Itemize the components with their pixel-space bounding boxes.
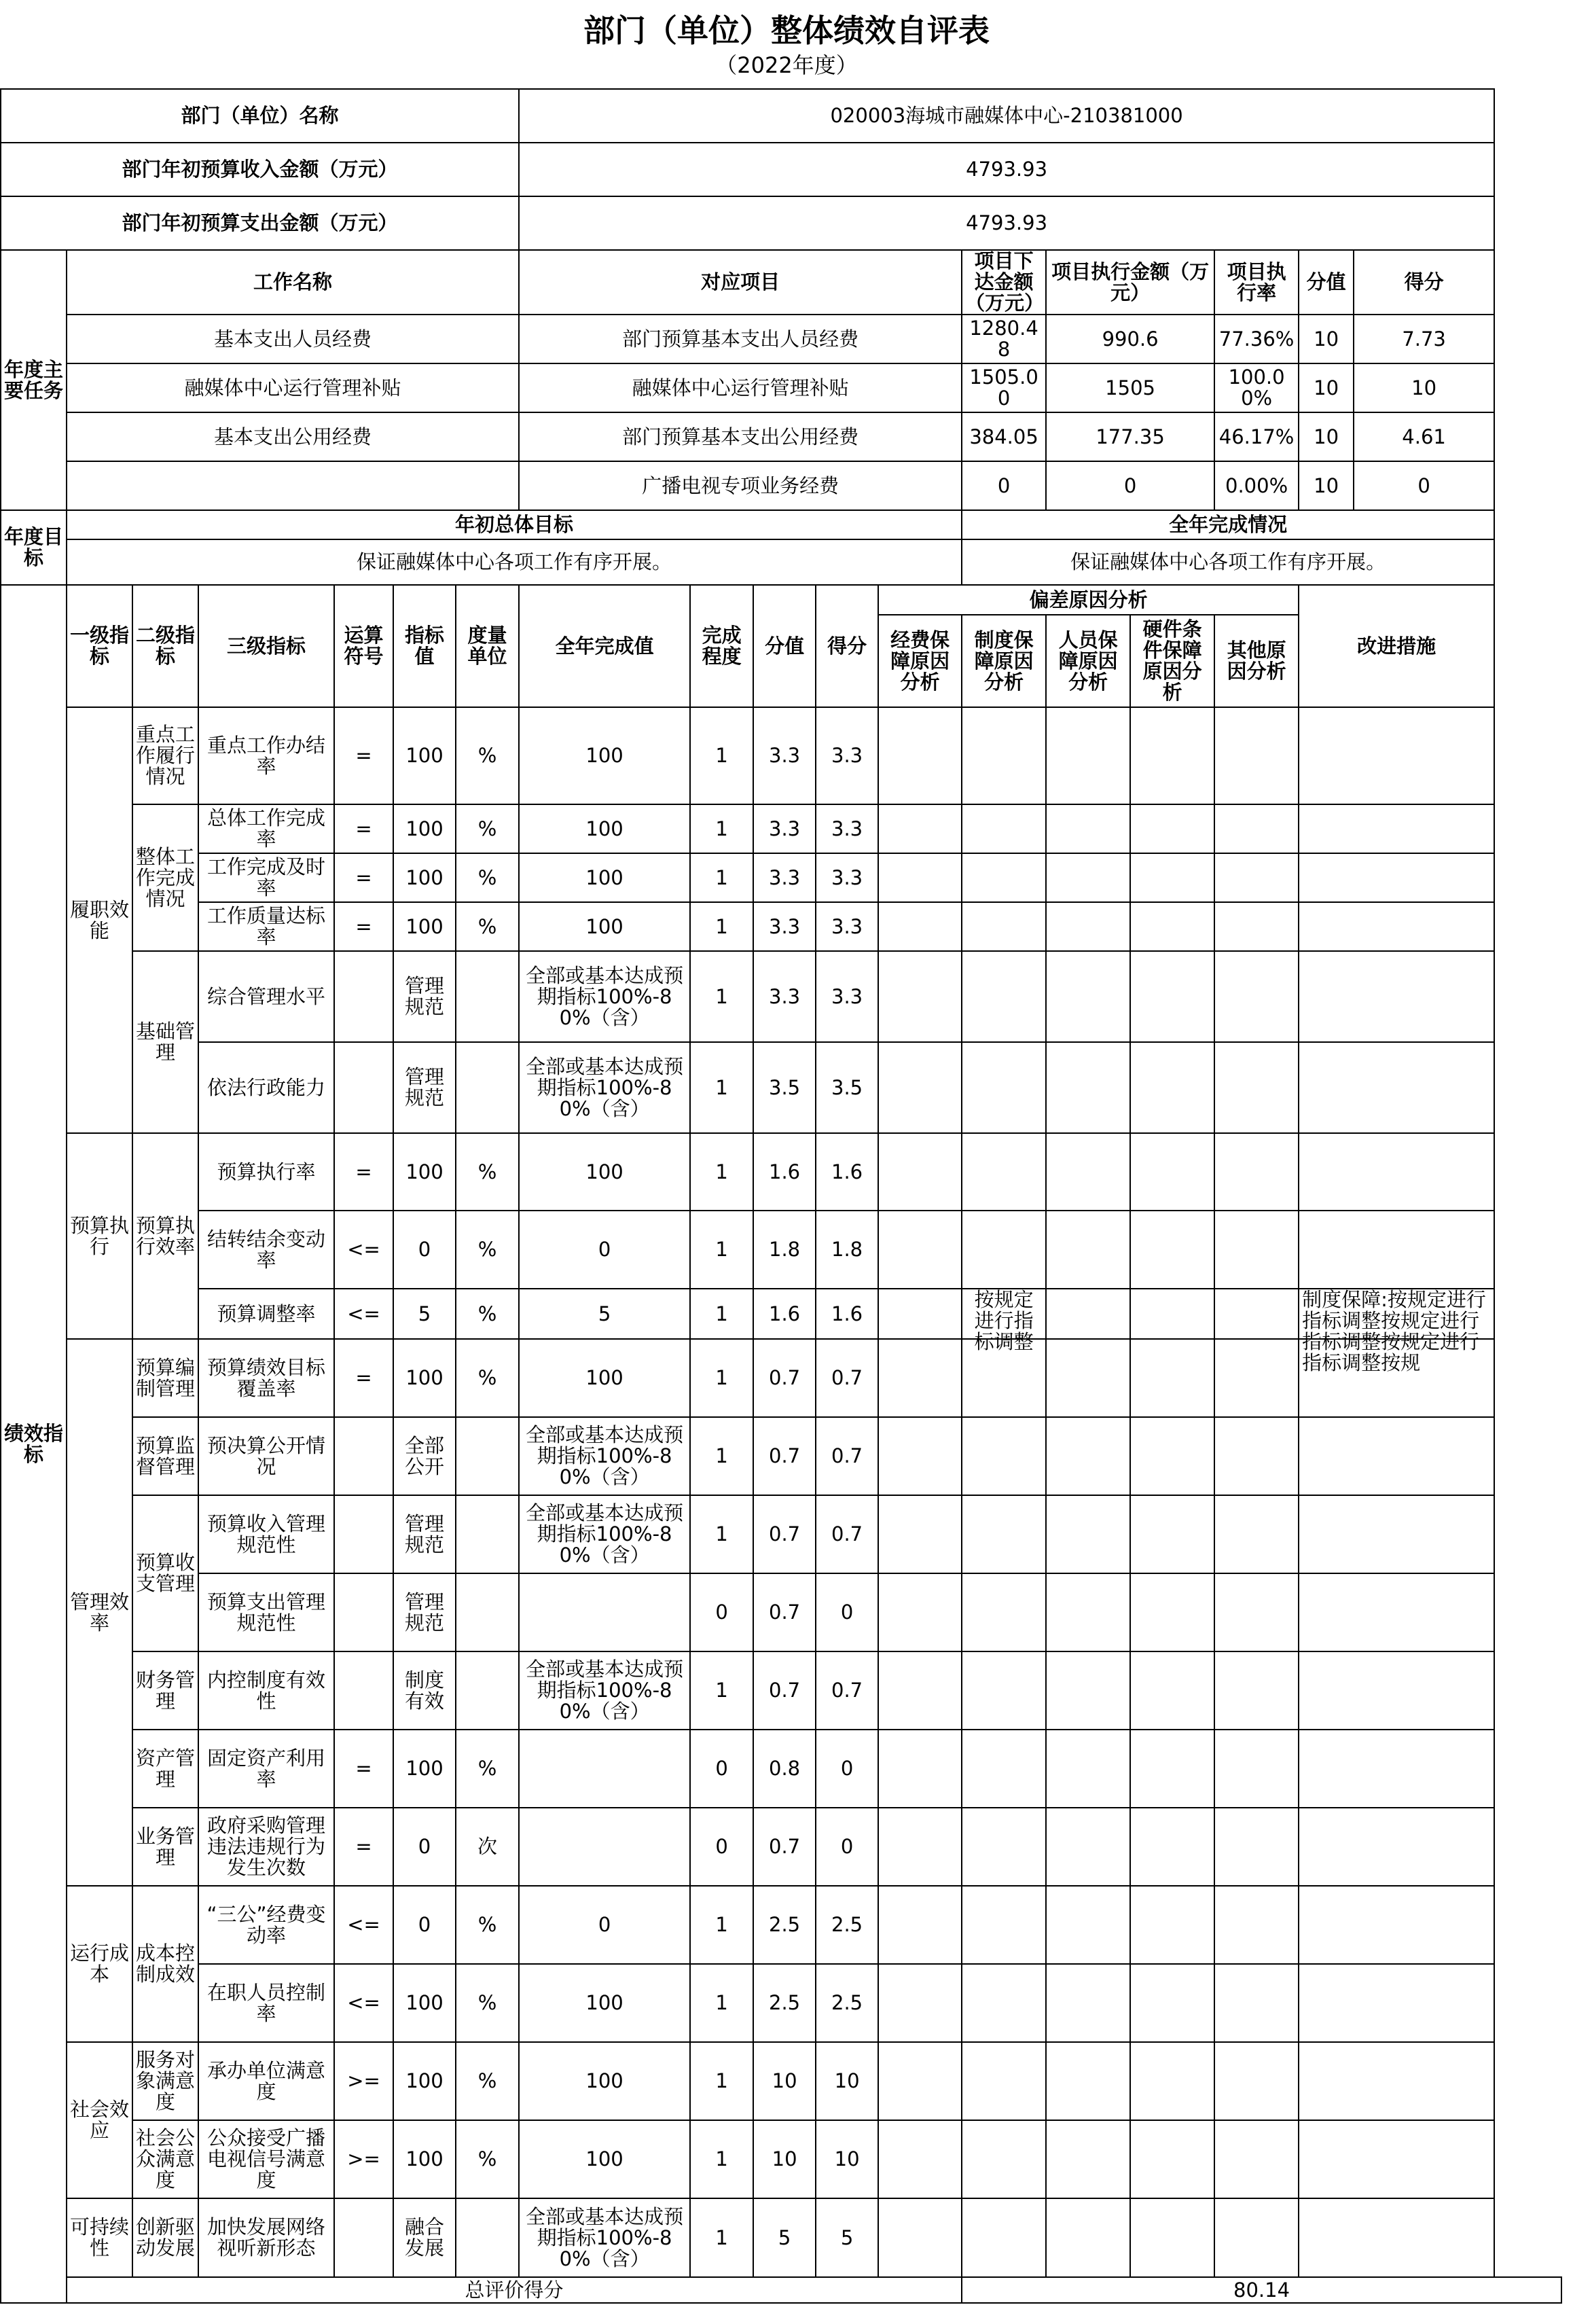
indicator-row [1, 902, 1561, 951]
task-max: 10 [1299, 412, 1354, 461]
indicator-name: 内控制度有效性 [198, 1651, 334, 1730]
indicator-actual: 全部或基本达成预期指标100%-80%（含） [519, 1042, 690, 1133]
perf-section-label: 绩效指标 [1, 585, 67, 2303]
indicator-max: 5 [753, 2198, 816, 2277]
indicator-actual: 100 [519, 902, 690, 951]
indicator-degree: 1 [690, 853, 753, 902]
dev-col-system: 制度保障原因分析 [962, 615, 1046, 707]
indicator-row [1, 804, 1561, 853]
task-score: 10 [1354, 363, 1494, 412]
indicator-score: 1.6 [816, 1289, 878, 1339]
perf-col-actual: 全年完成值 [519, 585, 690, 707]
task-executed: 177.35 [1046, 412, 1214, 461]
dept-name-row [1, 89, 1561, 143]
indicator-degree: 1 [690, 902, 753, 951]
indicator-unit: % [456, 2120, 519, 2198]
indicator-unit: % [456, 1886, 519, 1964]
indicator-target: 0 [393, 1886, 456, 1964]
subgroup-label: 创新驱动发展 [132, 2198, 198, 2277]
indicator-score: 0 [816, 1730, 878, 1808]
tasks-section-label: 年度主要任务 [1, 250, 67, 510]
task-rate: 77.36% [1214, 315, 1299, 363]
indicator-score: 0.7 [816, 1651, 878, 1730]
indicator-row [1, 2120, 1561, 2198]
indicator-name: 公众接受广播电视信号满意度 [198, 2120, 334, 2198]
indicator-actual: 100 [519, 707, 690, 804]
indicator-op: >= [334, 2042, 393, 2120]
indicator-name: “三公”经费变动率 [198, 1886, 334, 1964]
task-name: 基本支出人员经费 [67, 315, 519, 363]
indicator-name: 总体工作完成率 [198, 804, 334, 853]
indicator-row [1, 2042, 1561, 2120]
improvement-note: 制度保障:按规定进行指标调整按规定进行指标调整按规定进行指标调整按规 [1302, 1288, 1486, 1374]
income-value: 4793.93 [519, 143, 1494, 196]
dept-name-label: 部门（单位）名称 [1, 89, 519, 143]
subgroup-label: 财务管理 [132, 1651, 198, 1730]
indicator-max: 3.3 [753, 951, 816, 1042]
indicator-max: 0.7 [753, 1808, 816, 1886]
indicator-name: 预算调整率 [198, 1289, 334, 1339]
task-score: 0 [1354, 461, 1494, 510]
expense-row [1, 196, 1561, 250]
indicator-score: 10 [816, 2042, 878, 2120]
indicator-actual: 全部或基本达成预期指标100%-80%（含） [519, 1495, 690, 1573]
indicator-degree: 1 [690, 1417, 753, 1495]
indicator-score: 2.5 [816, 1886, 878, 1964]
indicator-degree: 1 [690, 1211, 753, 1289]
perf-col-degree: 完成程度 [690, 585, 753, 707]
task-project: 广播电视专项业务经费 [519, 461, 962, 510]
indicator-max: 0.7 [753, 1339, 816, 1417]
task-rate: 46.17% [1214, 412, 1299, 461]
indicator-actual: 全部或基本达成预期指标100%-80%（含） [519, 951, 690, 1042]
task-col-executed: 项目执行金额（万元） [1046, 250, 1214, 315]
task-executed: 0 [1046, 461, 1214, 510]
indicator-op [334, 2198, 393, 2277]
group-label: 履职效能 [67, 707, 132, 1133]
indicator-score: 0.7 [816, 1417, 878, 1495]
task-executed: 990.6 [1046, 315, 1214, 363]
indicator-degree: 1 [690, 707, 753, 804]
subgroup-label: 预算收支管理 [132, 1495, 198, 1651]
subgroup-label: 重点工作履行情况 [132, 707, 198, 804]
perf-col-l3: 三级指标 [198, 585, 334, 707]
perf-header-row-1 [1, 585, 1561, 615]
perf-col-max: 分值 [753, 585, 816, 707]
indicator-name: 结转结余变动率 [198, 1211, 334, 1289]
indicator-score: 0.7 [816, 1495, 878, 1573]
task-project: 部门预算基本支出人员经费 [519, 315, 962, 363]
indicator-score: 3.3 [816, 853, 878, 902]
indicator-unit: % [456, 1133, 519, 1211]
indicator-name: 在职人员控制率 [198, 1964, 334, 2042]
indicator-degree: 1 [690, 1133, 753, 1211]
total-value: 80.14 [962, 2277, 1561, 2303]
indicator-actual: 100 [519, 853, 690, 902]
group-label: 运行成本 [67, 1886, 132, 2042]
indicator-name: 工作质量达标率 [198, 902, 334, 951]
indicator-actual: 0 [519, 1886, 690, 1964]
indicator-target: 5 [393, 1289, 456, 1339]
indicator-target: 100 [393, 1133, 456, 1211]
goal-section-label: 年度目标 [1, 510, 67, 585]
indicator-max: 3.3 [753, 902, 816, 951]
indicator-target: 100 [393, 1730, 456, 1808]
task-max: 10 [1299, 461, 1354, 510]
indicator-unit: % [456, 804, 519, 853]
indicator-row [1, 1573, 1561, 1651]
indicator-target: 管理规范 [393, 1573, 456, 1651]
indicator-degree: 1 [690, 1495, 753, 1573]
indicator-name: 政府采购管理违法违规行为发生次数 [198, 1808, 334, 1886]
goal-completion-header: 全年完成情况 [962, 510, 1494, 539]
indicator-max: 3.3 [753, 853, 816, 902]
indicator-score: 5 [816, 2198, 878, 2277]
indicator-name: 工作完成及时率 [198, 853, 334, 902]
indicator-score: 0 [816, 1808, 878, 1886]
indicator-score: 1.6 [816, 1133, 878, 1211]
indicator-op: <= [334, 1964, 393, 2042]
subgroup-label: 预算监督管理 [132, 1417, 198, 1495]
task-row [1, 363, 1561, 412]
indicator-actual: 100 [519, 2042, 690, 2120]
indicator-score: 3.3 [816, 707, 878, 804]
indicator-target: 100 [393, 2042, 456, 2120]
indicator-op [334, 1417, 393, 1495]
indicator-target: 管理规范 [393, 1042, 456, 1133]
subgroup-label: 社会公众满意度 [132, 2120, 198, 2198]
task-name [67, 461, 519, 510]
indicator-unit [456, 1651, 519, 1730]
indicator-target: 100 [393, 1964, 456, 2042]
indicator-degree: 1 [690, 1042, 753, 1133]
task-col-name: 工作名称 [67, 250, 519, 315]
indicator-target: 管理规范 [393, 1495, 456, 1573]
goal-initial-header: 年初总体目标 [67, 510, 962, 539]
indicator-unit: % [456, 853, 519, 902]
income-label: 部门年初预算收入金额（万元） [1, 143, 519, 196]
expense-label: 部门年初预算支出金额（万元） [1, 196, 519, 250]
indicator-row [1, 1808, 1561, 1886]
task-rate: 0.00% [1214, 461, 1299, 510]
indicator-score: 10 [816, 2120, 878, 2198]
indicator-degree: 1 [690, 2198, 753, 2277]
perf-col-improve: 改进措施 [1299, 585, 1494, 707]
perf-col-op: 运算符号 [334, 585, 393, 707]
indicator-max: 0.7 [753, 1573, 816, 1651]
indicator-name: 重点工作办结率 [198, 707, 334, 804]
indicator-row [1, 1886, 1561, 1964]
indicator-target: 管理规范 [393, 951, 456, 1042]
dev-col-funding: 经费保障原因分析 [878, 615, 962, 707]
indicator-name: 预算执行率 [198, 1133, 334, 1211]
indicator-target: 0 [393, 1211, 456, 1289]
indicator-degree: 1 [690, 1289, 753, 1339]
subgroup-label: 基础管理 [132, 951, 198, 1133]
perf-col-score: 得分 [816, 585, 878, 707]
indicator-name: 预算收入管理规范性 [198, 1495, 334, 1573]
indicator-unit: % [456, 2042, 519, 2120]
subgroup-label: 整体工作完成情况 [132, 804, 198, 951]
goal-header-row [1, 510, 1561, 539]
indicator-score: 3.3 [816, 902, 878, 951]
subgroup-label: 成本控制成效 [132, 1886, 198, 2042]
dev-col-other: 其他原因分析 [1214, 615, 1299, 707]
indicator-name: 依法行政能力 [198, 1042, 334, 1133]
task-col-max: 分值 [1299, 250, 1354, 315]
indicator-unit: % [456, 1339, 519, 1417]
indicator-target: 100 [393, 853, 456, 902]
task-name: 基本支出公用经费 [67, 412, 519, 461]
group-label: 可持续性 [67, 2198, 132, 2277]
task-name: 融媒体中心运行管理补贴 [67, 363, 519, 412]
indicator-target: 融合发展 [393, 2198, 456, 2277]
indicator-name: 承办单位满意度 [198, 2042, 334, 2120]
indicator-unit [456, 2198, 519, 2277]
task-row [1, 315, 1561, 363]
indicator-op [334, 1573, 393, 1651]
indicator-target: 100 [393, 707, 456, 804]
goal-initial-text: 保证融媒体中心各项工作有序开展。 [67, 539, 962, 585]
indicator-actual: 全部或基本达成预期指标100%-80%（含） [519, 1417, 690, 1495]
perf-col-l2: 二级指标 [132, 585, 198, 707]
indicator-row [1, 1495, 1561, 1573]
group-label: 管理效率 [67, 1339, 132, 1886]
indicator-op: = [334, 804, 393, 853]
indicator-target: 100 [393, 804, 456, 853]
indicator-actual: 全部或基本达成预期指标100%-80%（含） [519, 1651, 690, 1730]
indicator-row [1, 1417, 1561, 1495]
subgroup-label: 服务对象满意度 [132, 2042, 198, 2120]
task-project: 部门预算基本支出公用经费 [519, 412, 962, 461]
indicator-op: = [334, 1730, 393, 1808]
indicator-unit [456, 1573, 519, 1651]
indicator-actual: 100 [519, 804, 690, 853]
task-max: 10 [1299, 363, 1354, 412]
indicator-unit: % [456, 707, 519, 804]
indicator-actual: 0 [519, 1211, 690, 1289]
group-label: 预算执行 [67, 1133, 132, 1339]
indicator-target: 100 [393, 1339, 456, 1417]
indicator-actual: 全部或基本达成预期指标100%-80%（含） [519, 2198, 690, 2277]
indicator-op [334, 1042, 393, 1133]
indicator-unit: % [456, 1730, 519, 1808]
indicator-unit: % [456, 1289, 519, 1339]
indicator-max: 0.7 [753, 1495, 816, 1573]
indicator-actual: 100 [519, 1339, 690, 1417]
indicator-degree: 1 [690, 804, 753, 853]
task-col-budget: 项目下达金额（万元） [962, 250, 1046, 315]
indicator-row [1, 1651, 1561, 1730]
indicator-score: 3.3 [816, 951, 878, 1042]
task-row [1, 412, 1561, 461]
indicator-score: 3.3 [816, 804, 878, 853]
indicator-row [1, 1730, 1561, 1808]
indicator-op: >= [334, 2120, 393, 2198]
indicator-degree: 1 [690, 1339, 753, 1417]
task-project: 融媒体中心运行管理补贴 [519, 363, 962, 412]
indicator-degree: 0 [690, 1730, 753, 1808]
indicator-op: = [334, 902, 393, 951]
indicator-actual: 100 [519, 2120, 690, 2198]
indicator-degree: 1 [690, 1651, 753, 1730]
indicator-op [334, 951, 393, 1042]
goal-completion-text: 保证融媒体中心各项工作有序开展。 [962, 539, 1494, 585]
perf-col-unit: 度量单位 [456, 585, 519, 707]
indicator-unit: % [456, 1211, 519, 1289]
indicator-op [334, 1495, 393, 1573]
indicator-degree: 1 [690, 951, 753, 1042]
indicator-max: 2.5 [753, 1886, 816, 1964]
indicator-row [1, 951, 1561, 1042]
indicator-target: 全部公开 [393, 1417, 456, 1495]
task-budget: 1280.48 [962, 315, 1046, 363]
indicator-degree: 1 [690, 1886, 753, 1964]
indicator-row [1, 1964, 1561, 2042]
indicator-max: 1.6 [753, 1133, 816, 1211]
indicator-op: <= [334, 1211, 393, 1289]
perf-col-deviation: 偏差原因分析 [878, 585, 1299, 615]
indicator-row [1, 1133, 1561, 1211]
indicator-max: 2.5 [753, 1964, 816, 2042]
dev-col-staff: 人员保障原因分析 [1046, 615, 1130, 707]
task-row [1, 461, 1561, 510]
indicator-target: 0 [393, 1808, 456, 1886]
expense-value: 4793.93 [519, 196, 1494, 250]
indicator-score: 2.5 [816, 1964, 878, 2042]
system-deviation-note: 按规定进行指标调整 [974, 1288, 1034, 1353]
perf-col-l1: 一级指标 [67, 585, 132, 707]
task-max: 10 [1299, 315, 1354, 363]
indicator-degree: 1 [690, 2042, 753, 2120]
indicator-degree: 0 [690, 1573, 753, 1651]
indicator-unit [456, 1042, 519, 1133]
indicator-unit [456, 951, 519, 1042]
indicator-row [1, 1289, 1561, 1339]
indicator-unit [456, 1495, 519, 1573]
indicator-max: 3.5 [753, 1042, 816, 1133]
indicator-op: <= [334, 1289, 393, 1339]
perf-col-target: 指标值 [393, 585, 456, 707]
indicator-op [334, 1651, 393, 1730]
indicator-target: 100 [393, 2120, 456, 2198]
subgroup-label: 资产管理 [132, 1730, 198, 1808]
indicator-degree: 0 [690, 1808, 753, 1886]
indicator-max: 3.3 [753, 707, 816, 804]
goal-text-row [1, 539, 1561, 585]
indicator-unit [456, 1417, 519, 1495]
indicator-score: 1.8 [816, 1211, 878, 1289]
total-label: 总评价得分 [67, 2277, 962, 2303]
indicator-actual [519, 1573, 690, 1651]
indicator-name: 预算支出管理规范性 [198, 1573, 334, 1651]
sheet-title: 部门（单位）整体绩效自评表 [583, 12, 990, 49]
task-budget: 1505.00 [962, 363, 1046, 412]
indicator-max: 1.6 [753, 1289, 816, 1339]
dept-name-value: 020003海城市融媒体中心-210381000 [519, 89, 1494, 143]
indicator-row [1, 1211, 1561, 1289]
indicator-max: 0.7 [753, 1417, 816, 1495]
indicator-name: 固定资产利用率 [198, 1730, 334, 1808]
evaluation-table [0, 88, 1562, 2304]
task-score: 4.61 [1354, 412, 1494, 461]
indicator-unit: % [456, 902, 519, 951]
task-budget: 0 [962, 461, 1046, 510]
indicator-name: 预决算公开情况 [198, 1417, 334, 1495]
total-row [1, 2277, 1561, 2303]
tasks-header-row [1, 250, 1561, 315]
indicator-max: 1.8 [753, 1211, 816, 1289]
task-rate: 100.00% [1214, 363, 1299, 412]
indicator-row [1, 2198, 1561, 2277]
dev-col-hardware: 硬件条件保障原因分析 [1130, 615, 1214, 707]
indicator-row [1, 707, 1561, 804]
indicator-max: 3.3 [753, 804, 816, 853]
indicator-op: = [334, 1133, 393, 1211]
subgroup-label: 预算执行效率 [132, 1133, 198, 1339]
indicator-row [1, 853, 1561, 902]
task-score: 7.73 [1354, 315, 1494, 363]
indicator-row [1, 1042, 1561, 1133]
task-executed: 1505 [1046, 363, 1214, 412]
indicator-op: = [334, 853, 393, 902]
indicator-max: 0.7 [753, 1651, 816, 1730]
task-col-rate: 项目执行率 [1214, 250, 1299, 315]
indicator-op: = [334, 1339, 393, 1417]
indicator-op: = [334, 1808, 393, 1886]
indicator-name: 综合管理水平 [198, 951, 334, 1042]
group-label: 社会效应 [67, 2042, 132, 2198]
indicator-name: 加快发展网络视听新形态 [198, 2198, 334, 2277]
indicator-target: 100 [393, 902, 456, 951]
task-budget: 384.05 [962, 412, 1046, 461]
indicator-max: 10 [753, 2120, 816, 2198]
indicator-target: 制度有效 [393, 1651, 456, 1730]
indicator-op: <= [334, 1886, 393, 1964]
indicator-score: 3.5 [816, 1042, 878, 1133]
subgroup-label: 预算编制管理 [132, 1339, 198, 1417]
task-col-project: 对应项目 [519, 250, 962, 315]
sheet-year: （2022年度） [715, 52, 858, 78]
indicator-degree: 1 [690, 1964, 753, 2042]
indicator-op: = [334, 707, 393, 804]
indicator-score: 0 [816, 1573, 878, 1651]
indicator-actual: 100 [519, 1964, 690, 2042]
indicator-actual: 100 [519, 1133, 690, 1211]
sheet-header [0, 0, 1573, 90]
subgroup-label: 业务管理 [132, 1808, 198, 1886]
indicator-unit: 次 [456, 1808, 519, 1886]
indicator-degree: 1 [690, 2120, 753, 2198]
indicator-actual [519, 1730, 690, 1808]
indicator-actual [519, 1808, 690, 1886]
indicator-unit: % [456, 1964, 519, 2042]
indicator-score: 0.7 [816, 1339, 878, 1417]
indicator-max: 10 [753, 2042, 816, 2120]
income-row [1, 143, 1561, 196]
indicator-actual: 5 [519, 1289, 690, 1339]
indicator-name: 预算绩效目标覆盖率 [198, 1339, 334, 1417]
indicator-max: 0.8 [753, 1730, 816, 1808]
task-col-score: 得分 [1354, 250, 1494, 315]
